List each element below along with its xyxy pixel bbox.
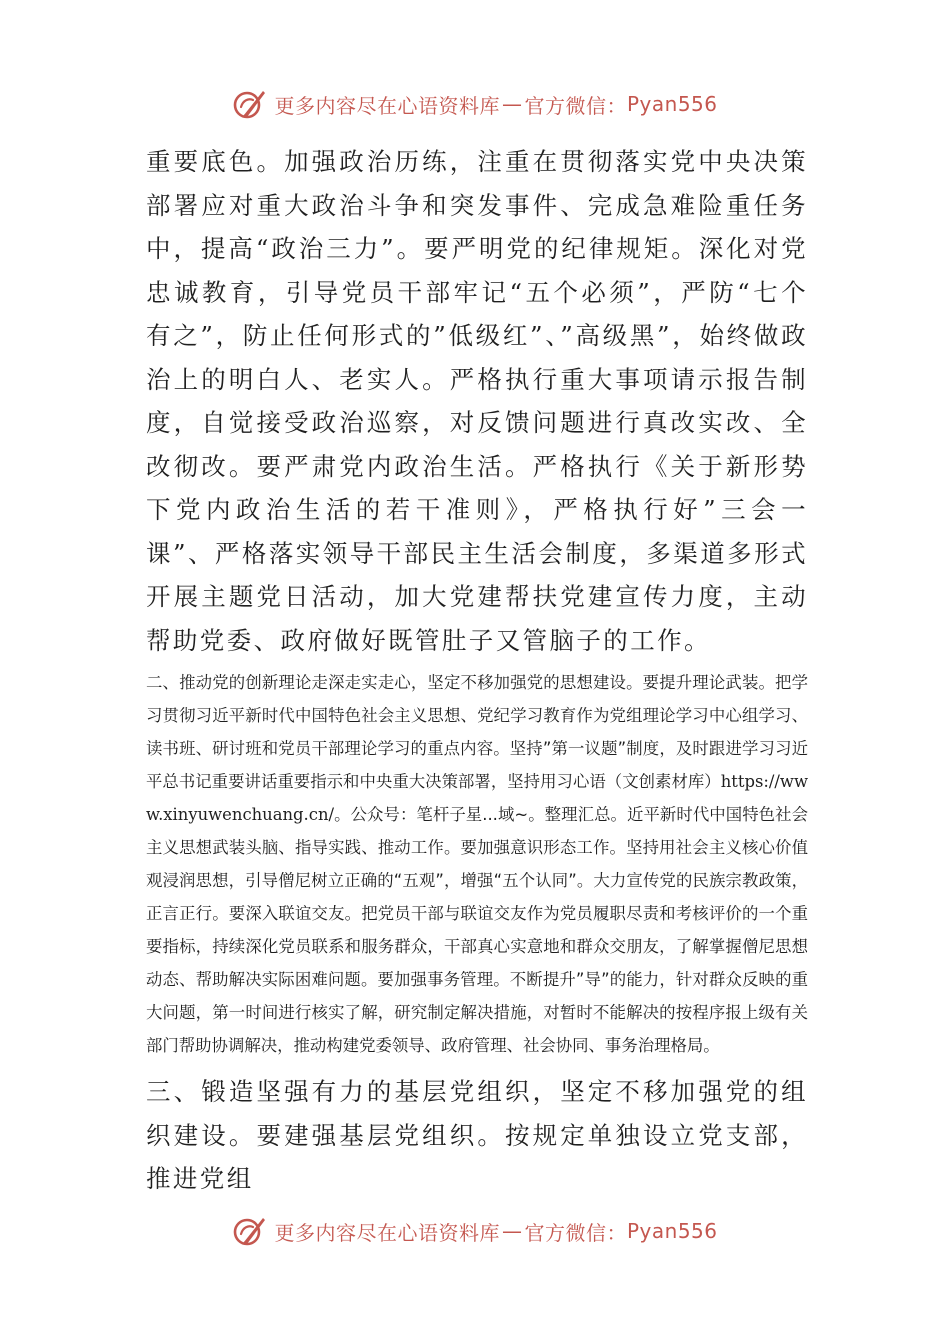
banner-text: 更多内容尽在心语资料库 <box>274 1220 500 1245</box>
document-body <box>146 140 808 1201</box>
banner-wechat-id: Pyan556 <box>626 1219 718 1243</box>
banner-text: 更多内容尽在心语资料库 <box>274 93 500 118</box>
paragraph-2-text-a: 二、推动党的创新理论走深走实走心，坚定不移加强党的思想建设。要提升理论武装。把学习贯彻习近平新时代中国特色社会主义思想、党纪学习教育作为党组理论学习中心组学习、读书班、研讨班和党员干部理论学习的重点内容。坚持”第一议题”制度，及时跟进学习习近平总书记重要讲话重要指示和中央重大决策部署，坚持用习心语（文创素材库） <box>146 673 808 791</box>
paragraph-3: 三、锻造坚强有力的基层党组织，坚定不移加强党的组织建设。要建强基层党组织。按规定单独设立党支部，推进党组 <box>146 1077 808 1193</box>
header-watermark-banner <box>0 82 950 126</box>
paragraph-1: 重要底色。加强政治历练，注重在贯彻落实党中央决策部署应对重大政治斗争和突发事件、完成急难险重任务中，提高“政治三力”。要严明党的纪律规矩。深化对党忠诚教育，引导党员干部牢记“五个必须”，严防“七个有之”，防止任何形式的”低级红”、”高级黑”，始终做政治上的明白人、老实人。严格执行重大事项请示报告制度，自觉接受政治巡察，对反馈问题进行真改实改、全改彻改。要严肃党内政治生活。严格执行《关于新形势下党内政治生活的若干准则》，严格执行好”三会一课”、严格落实领导干部民主生活会制度，多渠道多形式开展主题党日活动，加大党建帮扶党建宣传力度，主动帮助党委、政府做好既管肚子又管脑子的工作。 <box>146 147 808 655</box>
footer-watermark-banner <box>0 1209 950 1253</box>
banner-separator: — <box>501 92 523 116</box>
paragraph-2-url: https://www.xinyuwenchuang.cn/ <box>146 772 808 824</box>
banner-wechat-label: 官方微信： <box>524 93 627 118</box>
pen-logo-icon <box>232 1214 266 1248</box>
paragraph-2 <box>146 666 808 1062</box>
banner-wechat-label: 官方微信： <box>524 1220 627 1245</box>
paragraph-2-text-b: 。公众号：笔杆子星...域~。整理汇总。近平新时代中国特色社会主义思想武装头脑、指导实践、推动工作。要加强意识形态工作。坚持用社会主义核心价值观浸润思想，引导僧尼树立正确的“五观”，增强“五个认同”。大力宣传党的民族宗教政策，正言正行。要深入联谊交友。把党员干部与联谊交友作为党员履职尽责和考核评价的一个重要指标，持续深化党员联系和服务群众，干部真心实意地和群众交朋友，了解掌握僧尼思想动态、帮助解决实际困难问题。要加强事务管理。不断提升”导”的能力，针对群众反映的重大问题，第一时间进行核实了解，研究制定解决措施，对暂时不能解决的按程序报上级有关部门帮助协调解决，推动构建党委领导、政府管理、社会协同、事务治理格局。 <box>146 805 808 1055</box>
pen-logo-icon <box>232 87 266 121</box>
banner-separator: — <box>501 1219 523 1243</box>
banner-wechat-id: Pyan556 <box>626 92 718 116</box>
